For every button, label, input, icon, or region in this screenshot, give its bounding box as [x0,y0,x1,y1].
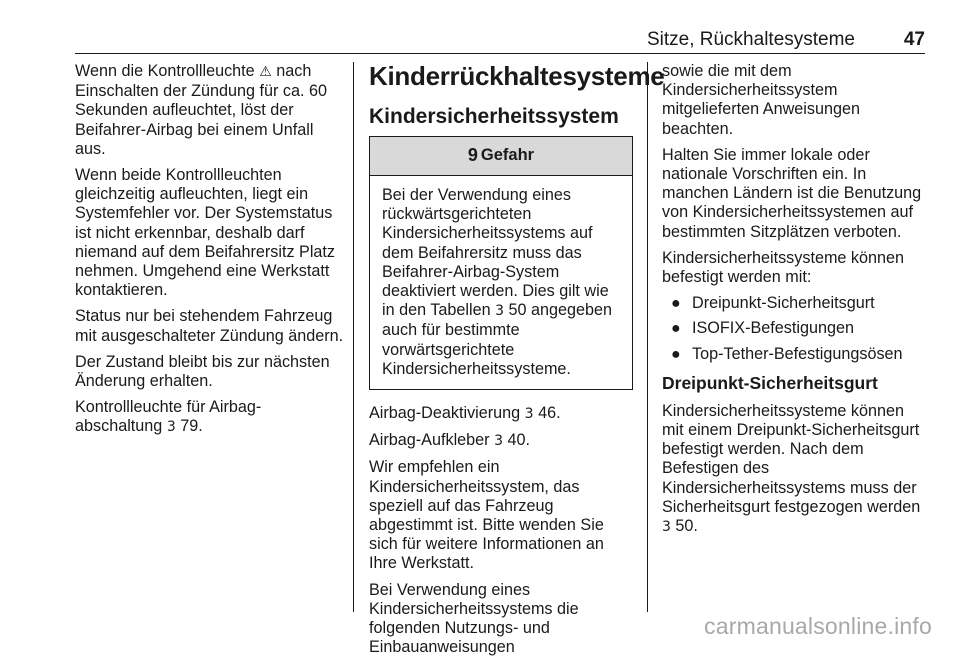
section-heading: Kinderrückhaltesysteme [369,61,665,91]
page-reference-icon[interactable]: 3 [495,303,505,320]
warning-header [370,137,632,176]
column-divider-1 [353,62,354,612]
column-divider-2 [647,62,648,612]
paragraph-system-fault: Wenn beide Kontrollleuchten gleichzeitig aufleuchten, liegt ein Systemfehler vor. Der Systemstatus ist nicht erkennbar, deshalb darf niemand auf dem Beifahrersitz Platz nehmen. Umgehend eine Werkstatt kontaktieren. [75,166,336,300]
paragraph-state-kept: Der Zustand bleibt bis zur nächsten Änderung erhalten. [75,352,330,391]
page-reference-icon[interactable]: 3 [524,406,534,423]
page-header [75,27,925,53]
subsection-heading-three-point-belt: Dreipunkt-Sicherheitsgurt [662,372,878,393]
column-1 [75,62,345,445]
paragraph-status-change: Status nur bei stehendem Fahrzeug mit ausgeschalteter Zündung ändern. [75,307,344,345]
paragraph-fastening-intro: Kindersicherheitssysteme können befestigt werden mit: [662,248,905,287]
paragraph-airbag-lamp: Wenn die Kontrollleuchte ⚠ nach Einschalten der Zündung für ca. 60 Sekunden aufleuchtet, löst der Beifahrer-Airbag bei einem Unfall aus. [75,62,327,158]
header-rule [75,53,925,54]
bullet-icon: ● [671,320,681,338]
page-title: Sitze, Rückhaltesysteme [646,29,855,50]
paragraph-three-point-belt: Kindersicherheitssysteme können mit einem Dreipunkt-Sicherheitsgurt befestigt werden. Nach dem Befestigen des Kindersicherheitssystems muss der Sicherheitsgurt festgezogen werden 3 50. [662,401,921,536]
list-item: ● Top-Tether-Befestigungsösen [671,344,903,363]
paragraph-airbag-deactivation-ref: Airbag-Deaktivierung 3 46. [369,404,561,423]
warning-triangle-icon: 9 [467,145,478,166]
list-item: ● Dreipunkt-Sicherheitsgurt [671,294,875,313]
watermark: carmanualsonline.info [704,613,932,639]
paragraph-manufacturer-instructions: sowie die mit dem Kindersicherheitssystem mitgelieferten Anweisungen beachten. [662,62,860,138]
fastening-methods-list [662,294,927,364]
paragraph-lamp-reference: Kontrollleuchte für Airbag-abschaltung 3 79. [75,398,262,436]
bullet-icon: ● [671,345,681,363]
paragraph-airbag-label-ref: Airbag-Aufkleber 3 40. [369,431,531,450]
page-number: 47 [903,29,925,50]
subsection-heading: Kindersicherheitssystem [369,105,619,128]
airbag-off-lamp-icon: ⚠ [259,64,272,80]
paragraph-recommendation: Wir empfehlen ein Kindersicherheitssystem, das speziell auf das Fahrzeug abgestimmt ist. Bitte wenden Sie sich für weitere Informationen an Ihre Werkstatt. [369,458,604,573]
danger-warning-box [369,136,633,390]
paragraph-local-regulations: Halten Sie immer lokale oder nationale Vorschriften ein. In manchen Ländern ist die Benutzung von Kindersicherheitssystemen auf bestimmten Sitzplätzen verboten. [662,145,922,241]
paragraph-usage-instructions: Bei Verwendung eines Kindersicherheitssystems die folgenden Nutzungs- und Einbauanweisungen [369,580,579,657]
warning-title: Gefahr [480,146,535,165]
warning-body: Bei der Verwendung eines rückwärtsgerichteten Kindersicherheitssystems auf dem Beifahrersitz muss das Beifahrer-Airbag-System deaktiviert werden. Dies gilt wie in den Tabellen 3 50 angegeben auch für bestimmte vorwärtsgerichtete Kindersicherheitssysteme. [382,186,613,378]
page-reference-icon[interactable]: 3 [494,433,503,450]
page-reference-icon[interactable]: 3 [166,419,176,436]
bullet-icon: ● [671,295,681,313]
page-reference-icon[interactable]: 3 [662,519,671,536]
list-item: ● ISOFIX-Befestigungen [671,319,854,338]
column-3 [662,62,927,544]
column-2 [369,61,665,664]
